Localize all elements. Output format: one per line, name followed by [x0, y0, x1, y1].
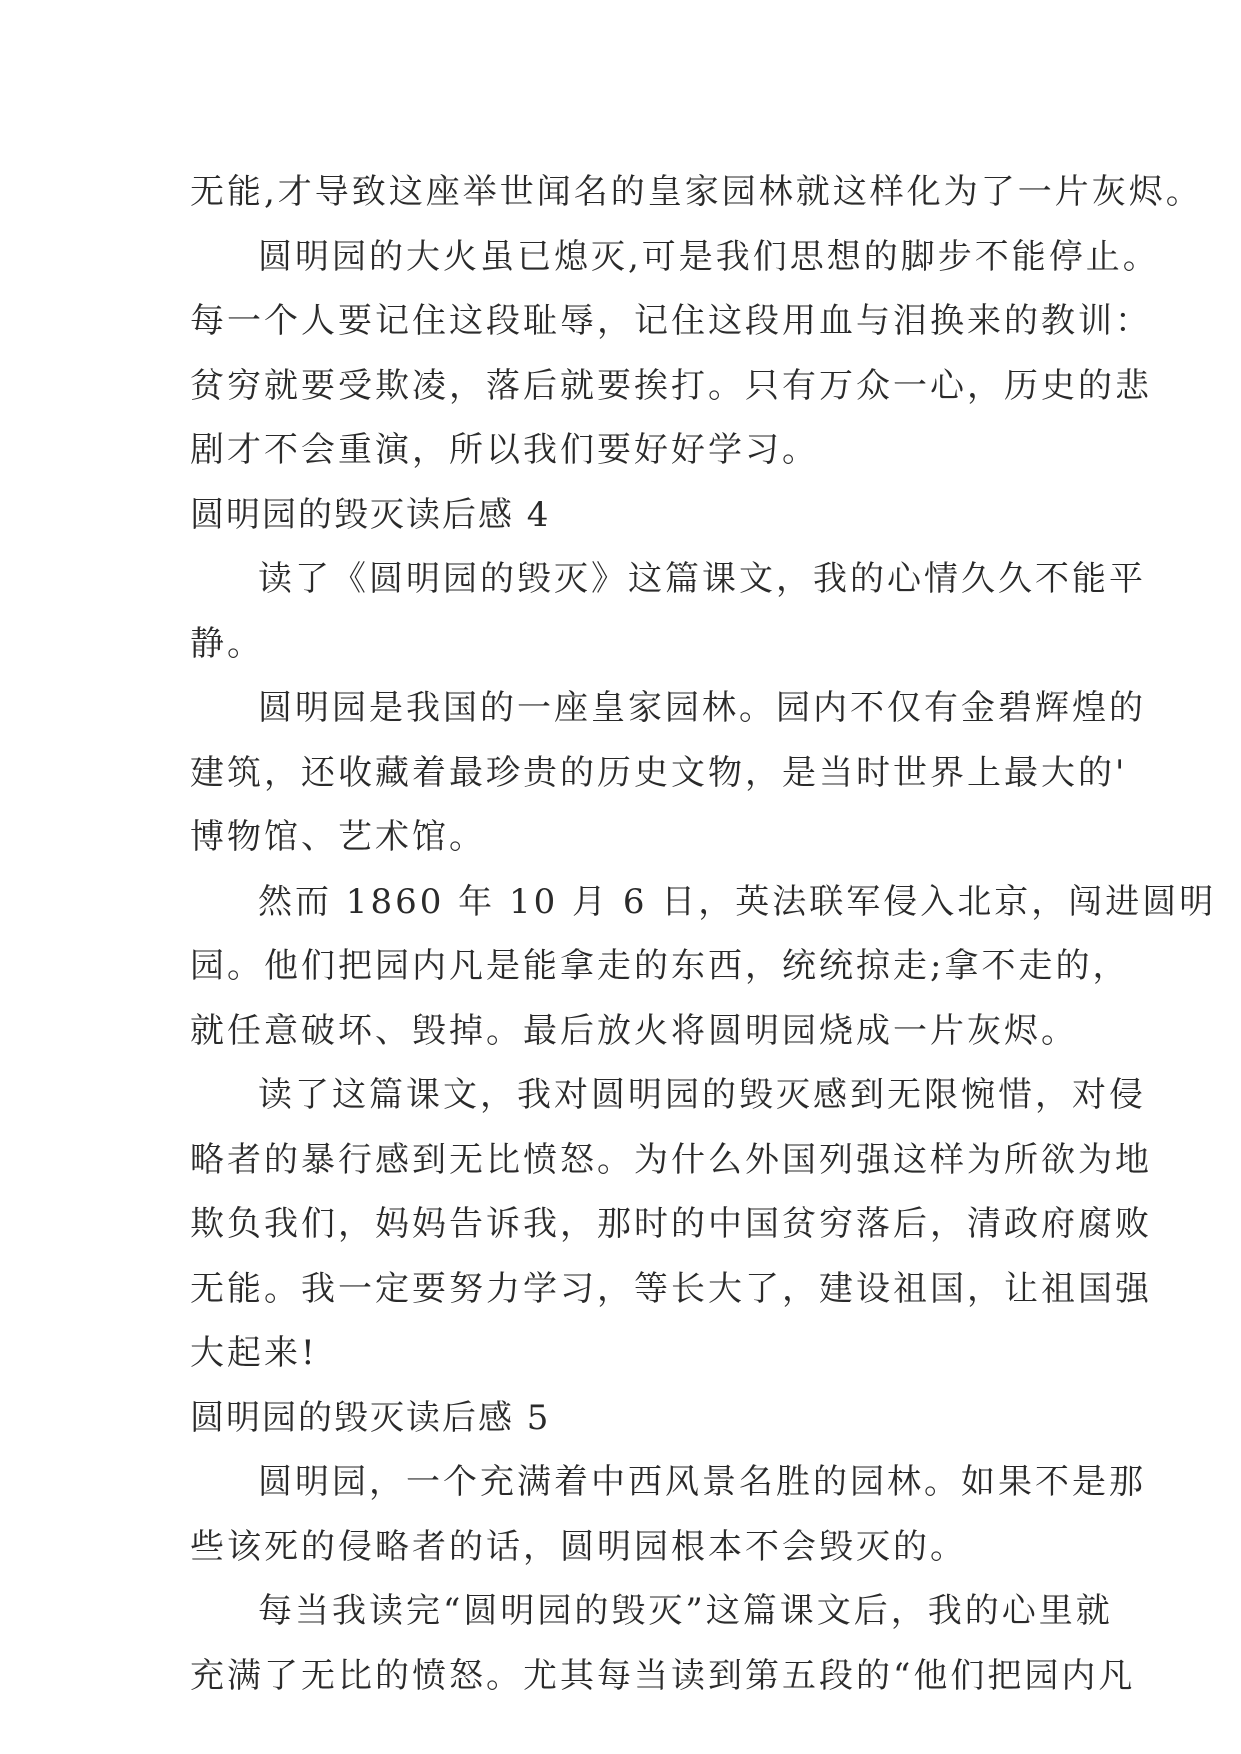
text-line: 建筑，还收藏着最珍贵的历史文物，是当时世界上最大的'	[190, 752, 1128, 793]
text-line: 略者的暴行感到无比愤怒。为什么外国列强这样为所欲为地	[190, 1139, 1152, 1180]
text-line: 欺负我们，妈妈告诉我，那时的中国贫穷落后，清政府腐败	[190, 1204, 1152, 1244]
text-line: 充满了无比的愤怒。尤其每当读到第五段的“他们把园内凡	[190, 1655, 1136, 1696]
text-line: 每当我读完“圆明园的毁灭”这篇课文后，我的心里就	[258, 1591, 1113, 1631]
section-heading: 圆明园的毁灭读后感 4	[190, 494, 551, 535]
text-line: 剧才不会重演，所以我们要好好学习。	[190, 430, 819, 470]
text-line: 圆明园是我国的一座皇家园林。园内不仅有金碧辉煌的	[258, 688, 1146, 728]
text-line: 然而 1860 年 10 月 6 日，英法联军侵入北京，闯进圆明	[258, 881, 1217, 922]
section-heading: 圆明园的毁灭读后感 5	[190, 1397, 551, 1438]
text-line: 圆明园，一个充满着中西风景名胜的园林。如果不是那	[258, 1462, 1146, 1502]
text-line: 无能,才导致这座举世闻名的皇家园林就这样化为了一片灰烬。	[190, 172, 1203, 212]
text-line: 圆明园的大火虽已熄灭,可是我们思想的脚步不能停止。	[258, 236, 1160, 277]
text-line: 静。	[190, 623, 264, 664]
text-line: 贫穷就要受欺凌，落后就要挨打。只有万众一心，历史的悲	[190, 365, 1152, 406]
text-line: 些该死的侵略者的话，圆明园根本不会毁灭的。	[190, 1526, 967, 1567]
text-line: 读了这篇课文，我对圆明园的毁灭感到无限惋惜，对侵	[258, 1075, 1146, 1115]
text-line: 大起来!	[190, 1333, 318, 1373]
text-line: 读了《圆明园的毁灭》这篇课文，我的心情久久不能平	[258, 559, 1146, 599]
text-line: 无能。我一定要努力学习，等长大了，建设祖国，让祖国强	[190, 1268, 1152, 1309]
document-body	[190, 160, 1217, 1708]
text-line: 博物馆、艺术馆。	[190, 817, 486, 857]
text-line: 园。他们把园内凡是能拿走的东西，统统掠走;拿不走的，	[190, 946, 1130, 986]
text-line: 就任意破坏、毁掉。最后放火将圆明园烧成一片灰烬。	[190, 1010, 1078, 1051]
text-line: 每一个人要记住这段耻辱，记住这段用血与泪换来的教训：	[190, 301, 1152, 341]
